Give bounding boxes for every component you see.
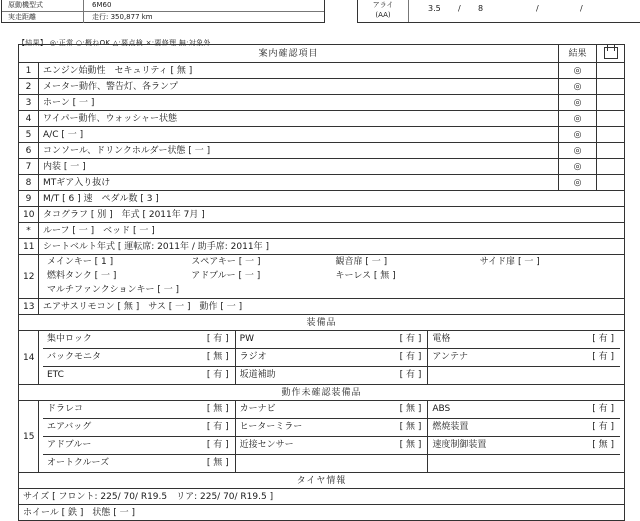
equipment-name: 速度制御装置 (432, 440, 487, 450)
grade-head: アライ (AA) (358, 0, 409, 22)
keyless: キーレス [ 無 ] (335, 271, 396, 281)
item-result: ◎ (559, 143, 597, 159)
clipboard-icon (597, 45, 625, 63)
grade-sep-3: / (580, 4, 583, 13)
item-number: 6 (19, 143, 39, 159)
equipment-entry (235, 437, 428, 454)
result-header: 結果 (559, 45, 597, 63)
main-key: メインキー [ 1 ] (47, 257, 114, 267)
item-12-number: 12 (19, 255, 39, 299)
item-result: ◎ (559, 159, 597, 175)
equipment-entry (43, 401, 235, 418)
equipment-entry (427, 367, 620, 384)
multi-function-key: マルチファンクションキー [ 一 ] (47, 285, 180, 295)
rear-door: 観音扉 [ 一 ] (335, 257, 388, 267)
item-text: シートベルト年式 [ 運転席: 2011年 / 助手席: 2011年 ] (39, 239, 625, 255)
engine-model-value: 6M60 (92, 1, 112, 9)
adblue: アドブルー [ 一 ] (191, 271, 261, 281)
item-number: 5 (19, 127, 39, 143)
item-result: ◎ (559, 111, 597, 127)
equipment-entry (235, 455, 428, 472)
item-number: 3 (19, 95, 39, 111)
list-item (43, 401, 620, 418)
equipment-status: [ 有 ] (206, 370, 229, 380)
equipment-status: [ 無 ] (399, 422, 422, 432)
mileage-value: 走行: 350,877 km (92, 13, 153, 21)
item-text: MTギア入り抜け (39, 175, 559, 191)
item-result: ◎ (559, 63, 597, 79)
table-row (19, 159, 625, 175)
table-row (19, 223, 625, 239)
list-item (43, 454, 620, 472)
table-row (19, 63, 625, 79)
engine-model-label: 原動機型式 (2, 0, 84, 11)
item-text: タコグラフ [ 別 ] 年式 [ 2011年 7月 ] (39, 207, 625, 223)
item-text: ホーン [ 一 ] (39, 95, 559, 111)
list-item (43, 348, 620, 366)
equipment-name: カーナビ (239, 404, 276, 414)
equipment-entry (427, 455, 620, 472)
side-door: サイド扉 [ 一 ] (479, 257, 540, 267)
equipment-name: ドラレコ (47, 404, 84, 414)
equipment-name: 坂道補助 (239, 370, 276, 380)
item-13-text: エアサスリモコン [ 無 ] サス [ 一 ] 動作 [ 一 ] (39, 299, 625, 315)
item-number: 7 (19, 159, 39, 175)
list-item (43, 436, 620, 454)
equipment-status: [ 無 ] (206, 458, 229, 468)
equipment-name: アンテナ (432, 352, 468, 362)
vehicle-info-box (1, 0, 325, 23)
table-row (19, 111, 625, 127)
spare-key: スペアキー [ 一 ] (191, 257, 261, 267)
table-row (19, 143, 625, 159)
table-row (19, 127, 625, 143)
equipment-status: [ 有 ] (592, 422, 615, 432)
unverified-number: 15 (19, 401, 39, 473)
result-legend: 【結果】 ◎:正常 ○:概ねOK △:要点検 ×:要修理 無:対象外 (18, 39, 211, 47)
item-text: エンジン始動性 セキュリティ [ 無 ] (39, 63, 559, 79)
item-13-number: 13 (19, 299, 39, 315)
equipment-name: アドブルー (47, 440, 92, 450)
grade-box (357, 0, 640, 23)
item-number: * (19, 223, 39, 239)
fuel-tank: 燃料タンク [ 一 ] (47, 271, 117, 281)
item-text: メーター動作、警告灯、各ランプ (39, 79, 559, 95)
equipment-name: PW (239, 334, 254, 344)
equipment-entry (235, 419, 428, 436)
equipment-status: [ 無 ] (206, 404, 229, 414)
item-number: 9 (19, 191, 39, 207)
wheel-info: ホイール [ 鉄 ] 状態 [ 一 ] (19, 505, 625, 521)
inspection-table (18, 44, 625, 521)
equipment-entry (43, 349, 235, 366)
item-number: 8 (19, 175, 39, 191)
grade-sub-value: 8 (478, 4, 484, 13)
equipment-status: [ 有 ] (206, 422, 229, 432)
equipment-name: ABS (432, 404, 451, 414)
item-number: 1 (19, 63, 39, 79)
list-item (43, 418, 620, 436)
table-row (19, 207, 625, 223)
equipment-name: オートクルーズ (47, 458, 110, 468)
equipment-entry (235, 401, 428, 418)
item-text: M/T [ 6 ] 速 ペダル数 [ 3 ] (39, 191, 625, 207)
item-number: 4 (19, 111, 39, 127)
table-row (19, 239, 625, 255)
item-text: ワイパー動作、ウォッシャー状態 (39, 111, 559, 127)
equipment-status: [ 有 ] (592, 404, 615, 414)
item-number: 10 (19, 207, 39, 223)
grade-sep-1: / (458, 4, 461, 13)
item-12-keys (39, 255, 625, 299)
equipment-status: [ 有 ] (592, 352, 615, 362)
equipment-entry (427, 331, 620, 348)
mileage-label: 実走距離 (2, 12, 84, 23)
equipment-status: [ 有 ] (206, 334, 229, 344)
equipment-entry (427, 437, 620, 454)
list-item (43, 331, 620, 348)
item-result: ◎ (559, 95, 597, 111)
equipment-name: 電格 (432, 334, 451, 344)
equipment-status: [ 有 ] (399, 334, 422, 344)
tire-title: タイヤ情報 (19, 473, 625, 489)
grade-value: 3.5 (428, 4, 441, 13)
equipment-number: 14 (19, 331, 39, 385)
equipment-entry (43, 367, 235, 384)
table-row (19, 191, 625, 207)
equipment-status: [ 無 ] (399, 404, 422, 414)
item-text: ルーフ [ 一 ] ベッド [ 一 ] (39, 223, 625, 239)
item-result: ◎ (559, 79, 597, 95)
equipment-name: 近接センサー (239, 440, 294, 450)
item-text: A/C [ 一 ] (39, 127, 559, 143)
tire-size: サイズ [ フロント: 225/ 70/ R19.5 リア: 225/ 70/ R19.5 ] (19, 489, 625, 505)
item-number: 2 (19, 79, 39, 95)
equipment-name: ETC (47, 370, 64, 380)
equipment-entry (235, 367, 428, 384)
item-text: 内装 [ 一 ] (39, 159, 559, 175)
equipment-name: 燃焼装置 (432, 422, 469, 432)
equipment-name: 集中ロック (47, 334, 92, 344)
equipment-status: [ 無 ] (206, 352, 229, 362)
equipment-name: バックモニタ (47, 352, 102, 362)
equipment-status: [ 有 ] (592, 334, 615, 344)
equipment-name: ヒーターミラー (239, 422, 303, 432)
equipment-status: [ 無 ] (399, 440, 422, 450)
unverified-title: 動作未確認装備品 (19, 385, 625, 401)
equipment-entry (427, 349, 620, 366)
equipment-status: [ 有 ] (399, 370, 422, 380)
equipment-name: ラジオ (239, 352, 267, 362)
table-row (19, 175, 625, 191)
equipment-status: [ 有 ] (399, 352, 422, 362)
equipment-entry (427, 419, 620, 436)
table-row (19, 95, 625, 111)
equipment-status: [ 有 ] (206, 440, 229, 450)
table-row (19, 79, 625, 95)
equipment-entry (43, 437, 235, 454)
item-result: ◎ (559, 127, 597, 143)
equipment-entry (43, 419, 235, 436)
equipment-entry (235, 349, 428, 366)
equipment-entry (43, 455, 235, 472)
equipment-status: [ 無 ] (592, 440, 615, 450)
item-text: コンソール、ドリンクホルダー状態 [ 一 ] (39, 143, 559, 159)
list-item (43, 366, 620, 384)
equipment-entry (235, 331, 428, 348)
equipment-entry (43, 331, 235, 348)
grade-sep-2: / (536, 4, 539, 13)
equipment-name: エアバッグ (47, 422, 92, 432)
equipment-grid (39, 331, 625, 385)
equipment-title: 装備品 (19, 315, 625, 331)
inspection-header: 案内確認項目 (19, 45, 559, 63)
unverified-grid (39, 401, 625, 473)
equipment-entry (427, 401, 620, 418)
item-result: ◎ (559, 175, 597, 191)
item-number: 11 (19, 239, 39, 255)
